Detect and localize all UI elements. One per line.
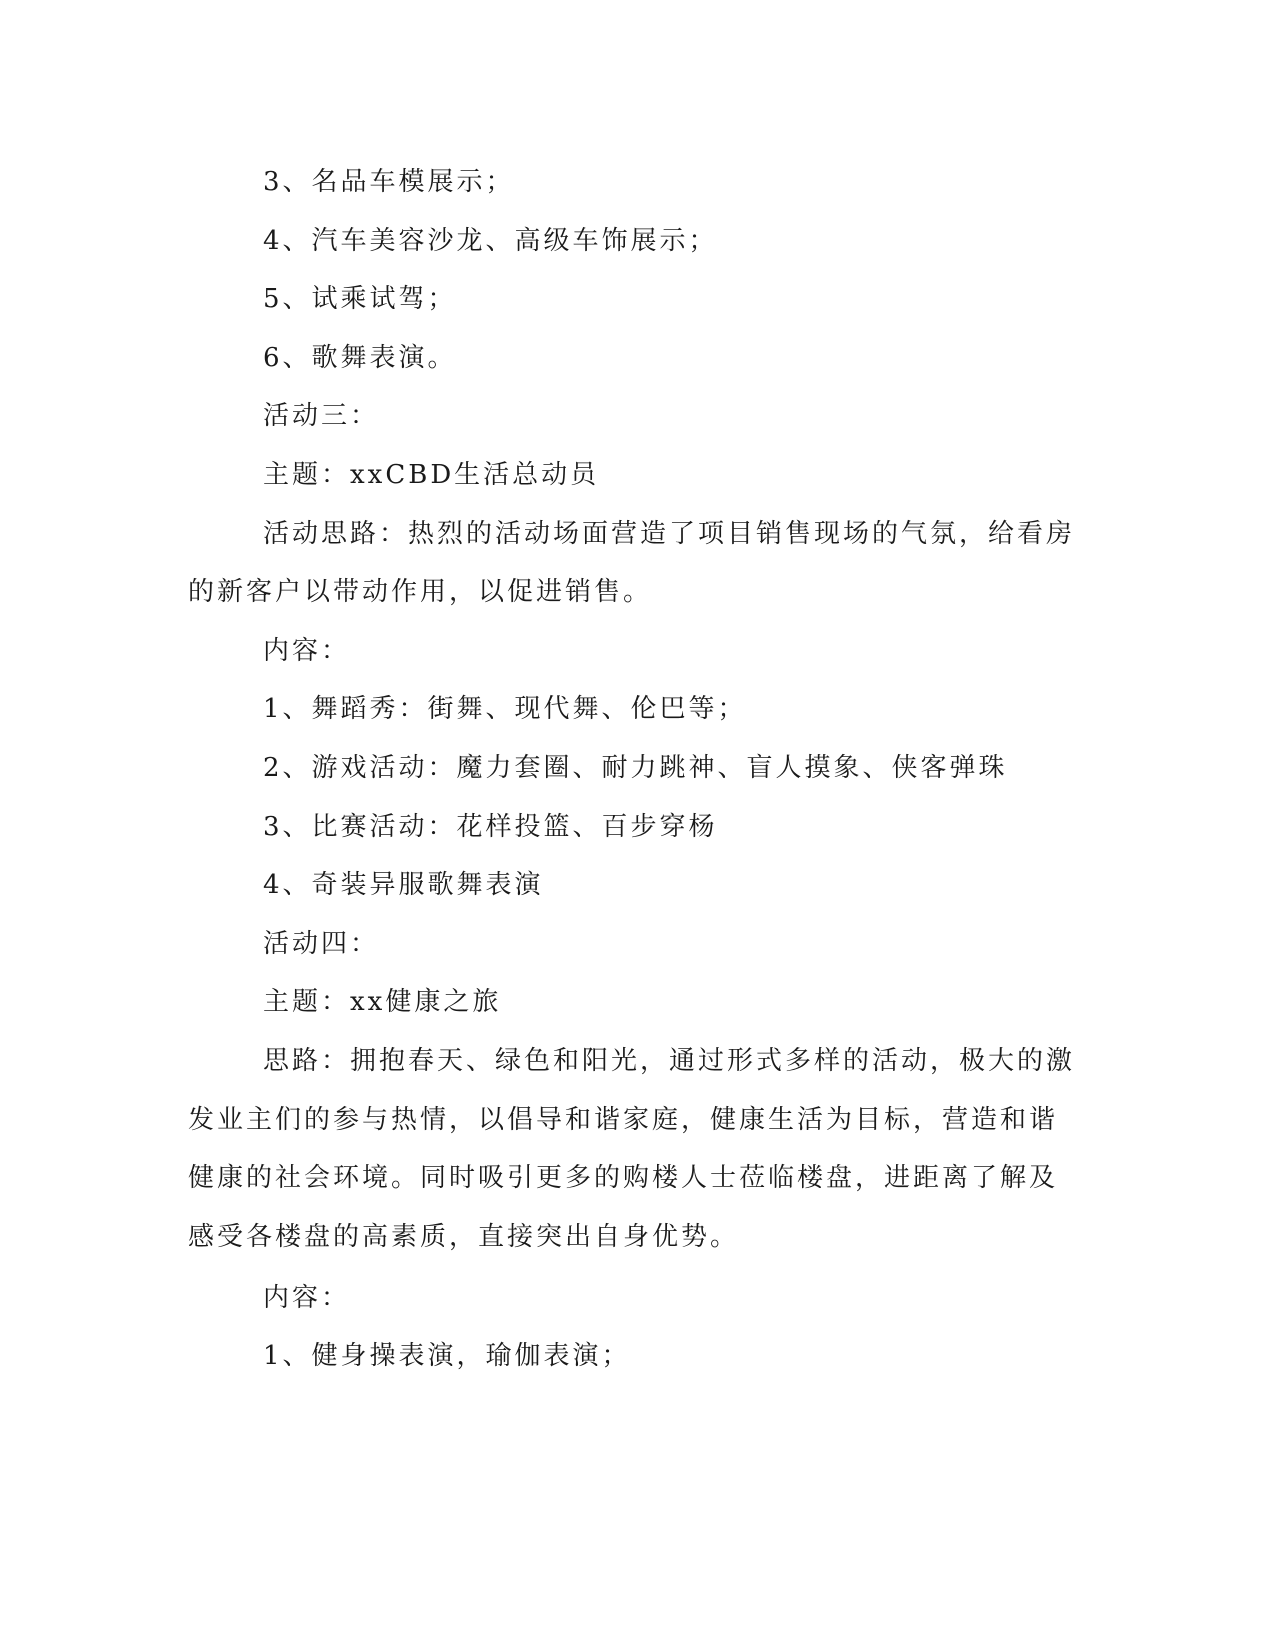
list-item-car-beauty-salon: 4、汽车美容沙龙、高级车饰展示； [263, 226, 718, 256]
list-item-car-model-display: 3、名品车模展示； [263, 167, 515, 197]
list-item-dance-show: 1、舞蹈秀：街舞、现代舞、伦巴等； [263, 694, 747, 724]
activity-three-idea-line-2: 的新客户以带动作用，以促进销售。 [188, 577, 653, 607]
activity-four-idea-line-4: 感受各楼盘的高素质，直接突出自身优势。 [188, 1222, 740, 1252]
section-heading-activity-three: 活动三： [263, 401, 380, 431]
activity-four-idea-line-2: 发业主们的参与热情，以倡导和谐家庭，健康生活为目标，营造和谐 [188, 1105, 1059, 1135]
list-item-competition: 3、比赛活动：花样投篮、百步穿杨 [263, 812, 718, 842]
activity-three-idea-line-1: 活动思路：热烈的活动场面营造了项目销售现场的气氛，给看房 [263, 519, 1076, 549]
list-item-song-dance: 6、歌舞表演。 [263, 343, 457, 373]
activity-three-theme: 主题：xxCBD生活总动员 [263, 460, 600, 490]
activity-four-content-label: 内容： [263, 1283, 351, 1313]
activity-four-idea-line-3: 健康的社会环境。同时吸引更多的购楼人士莅临楼盘，进距离了解及 [188, 1163, 1059, 1193]
list-item-test-drive: 5、试乘试驾； [263, 284, 457, 314]
section-heading-activity-four: 活动四： [263, 929, 380, 959]
list-item-costume-show: 4、奇装异服歌舞表演 [263, 870, 544, 900]
list-item-game-activities: 2、游戏活动：魔力套圈、耐力跳神、盲人摸象、侠客弹珠 [263, 753, 1008, 783]
activity-three-content-label: 内容： [263, 636, 351, 666]
activity-four-theme: 主题：xx健康之旅 [263, 987, 502, 1017]
activity-four-idea-line-1: 思路：拥抱春天、绿色和阳光，通过形式多样的活动，极大的激 [263, 1046, 1076, 1076]
list-item-fitness-yoga: 1、健身操表演，瑜伽表演； [263, 1341, 631, 1371]
